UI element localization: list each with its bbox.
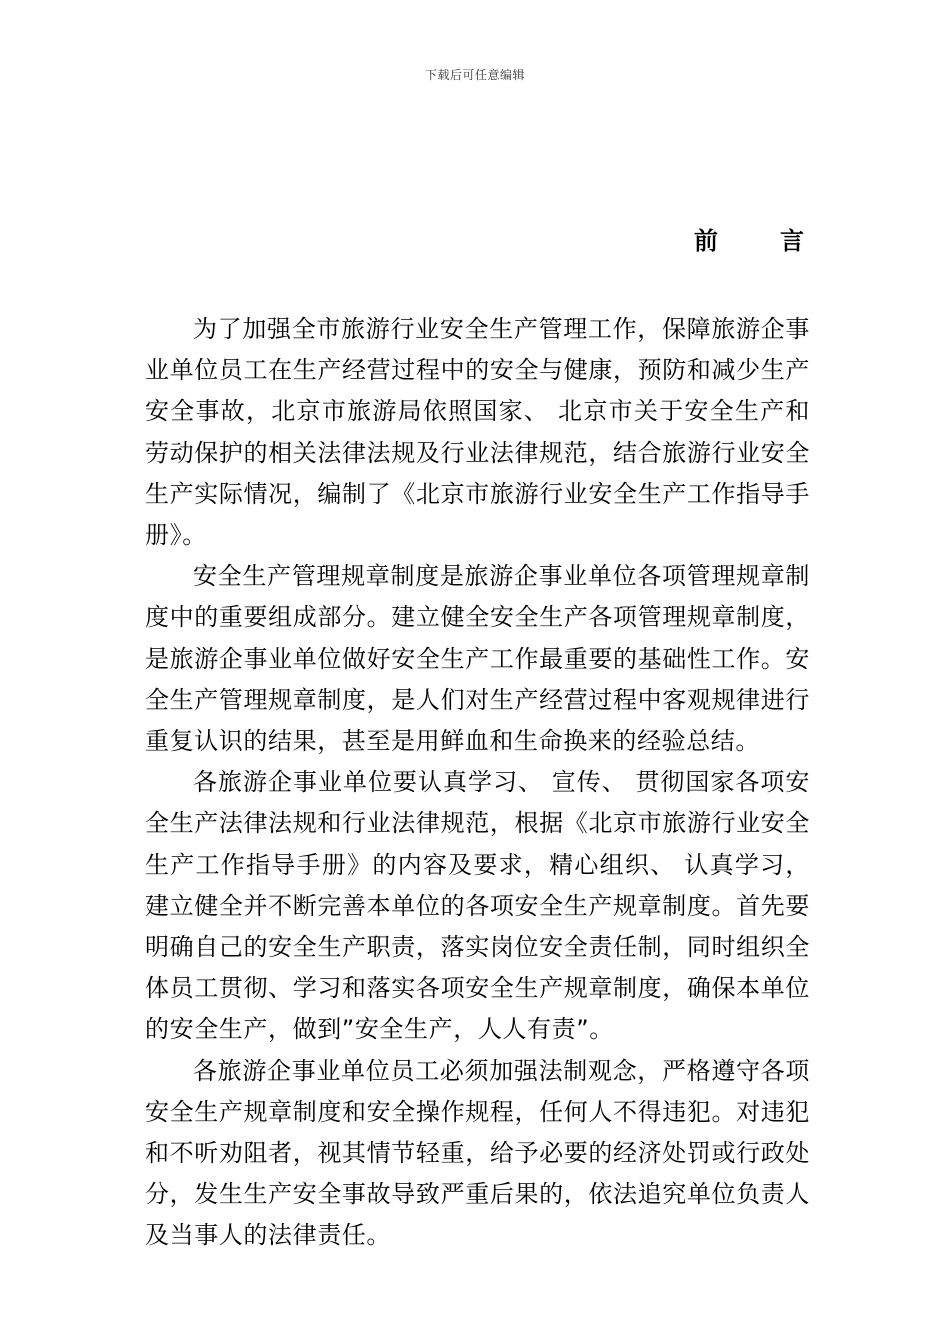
- paragraph-1: 为了加强全市旅游行业安全生产管理工作，保障旅游企事业单位员工在生产经营过程中的安全与健康，预防和减少生产安全事故，北京市旅游局依照国家、 北京市关于安全生产和劳动保护的相关法律法规及行业法律规范，结合旅游行业安全生产实际情况，编制了《北京市旅游行业安全生产工作指导手册》。: [145, 315, 810, 550]
- page-heading: [694, 222, 804, 254]
- heading-char-2: 言: [780, 226, 804, 255]
- body-text: [145, 309, 810, 1257]
- heading-char-1: 前: [694, 226, 718, 255]
- paragraph-4: 各旅游企事业单位员工必须加强法制观念，严格遵守各项安全生产规章制度和安全操作规程，任何人不得违犯。对违犯和不听劝阻者，视其情节轻重，给予必要的经济处罚或行政处分，发生生产安全事故导致严重后果的，依法追究单位负责人及当事人的法律责任。: [145, 1056, 810, 1250]
- paragraph-2: 安全生产管理规章制度是旅游企事业单位各项管理规章制度中的重要组成部分。建立健全安全生产各项管理规章制度，是旅游企事业单位做好安全生产工作最重要的基础性工作。安全生产管理规章制度，是人们对生产经营过程中客观规律进行重复认识的结果，甚至是用鲜血和生命换来的经验总结。: [145, 562, 810, 756]
- paragraph-3: 各旅游企事业单位要认真学习、 宣传、 贯彻国家各项安全生产法律法规和行业法律规范，根据《北京市旅游行业安全生产工作指导手册》的内容及要求，精心组织、 认真学习，建立健全并不断完善本单位的各项安全生产规章制度。首先要明确自己的安全生产职责，落实岗位安全责任制，同时组织全体员工贯彻、学习和落实各项安全生产规章制度，确保本单位的安全生产，做到”安全生产，人人有责”。: [145, 768, 810, 1044]
- header-note: 下载后可任意编辑: [424, 68, 525, 82]
